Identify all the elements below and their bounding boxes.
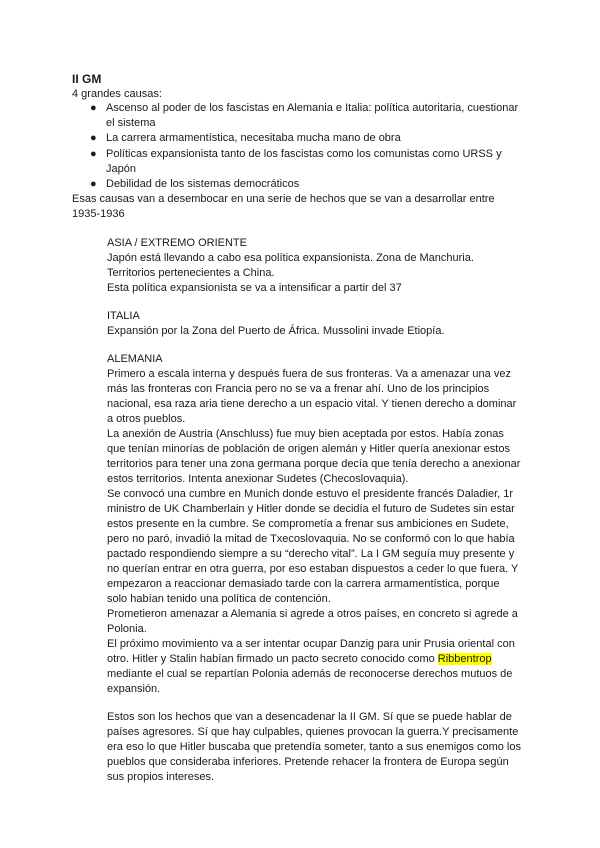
- list-item: ● La carrera armamentística, necesitaba mucha mano de obra: [90, 131, 401, 146]
- paragraph-line: que tenían minorías de población de origen alemán y Hitler quería anexionar estos: [107, 443, 510, 455]
- paragraph-line: estos territorios. Intenta anexionar Sudetes (Checoslovaquia).: [107, 473, 409, 485]
- list-item: ● Ascenso al poder de los fascistas en Alemania e Italia: política autoritaria, cuestionar: [90, 101, 518, 116]
- summary-line: Esas causas van a desembocar en una serie de hechos que se van a desarrollar entre: [72, 193, 495, 205]
- paragraph-line: Territorios pertenecientes a China.: [107, 267, 275, 279]
- paragraph-line: territorios para tener una zona germana porque decía que tenía derecho a anexionar: [107, 458, 521, 470]
- paragraph-line: La anexión de Austria (Anschluss) fue muy bien aceptada por estos. Había zonas: [107, 428, 504, 440]
- section-heading-italia: ITALIA: [107, 310, 140, 322]
- paragraph-line: solo habían tenido una política de contención.: [107, 593, 331, 605]
- list-item: ● Políticas expansionista tanto de los fascistas como los comunistas como URSS y: [90, 147, 502, 162]
- bullet-icon: ●: [90, 132, 97, 144]
- list-item-continuation: Japón: [106, 163, 136, 175]
- summary-line: 1935-1936: [72, 208, 125, 220]
- conclusion-line: sus propios intereses.: [107, 771, 214, 783]
- paragraph-line: nacional, esa raza aria tiene derecho a un espacio vital. Y tienen derecho a dominar: [107, 398, 517, 410]
- paragraph-line: El próximo movimiento va a ser intentar ocupar Danzig para unir Prusia oriental con: [107, 638, 515, 650]
- paragraph-line: estos presente en la cumbre. Se comprometía a frenar sus ambiciones en Sudete,: [107, 518, 509, 530]
- paragraph-line: Primero a escala interna y después fuera de sus fronteras. Va a amenazar una vez: [107, 368, 511, 380]
- paragraph-line: Esta política expansionista se va a intensificar a partir del 37: [107, 282, 402, 294]
- bullet-icon: ●: [90, 178, 97, 190]
- paragraph-line: Polonia.: [107, 623, 147, 635]
- intro-text: 4 grandes causas:: [72, 88, 162, 100]
- paragraph-line: mediante el cual se repartían Polonia además de reconocerse derechos mutuos de: [107, 668, 513, 680]
- page-title: II GM: [72, 72, 102, 86]
- paragraph-line: más las fronteras con Francia pero no se va a frenar ahí. Uno de los principios: [107, 383, 490, 395]
- list-item-continuation: el sistema: [106, 117, 156, 129]
- section-heading-alemania: ALEMANIA: [107, 353, 163, 365]
- paragraph-line: pero no paró, invadió la mitad de Txecoslovaquia. No se conformó con lo que había: [107, 533, 515, 545]
- conclusion-line: era eso lo que Hitler buscaba que pretendía someter, tanto a sus enemigos como los: [107, 741, 521, 753]
- conclusion-line: pueblos que consideraba inferiores. Pretende rehacer la frontera de Europa según: [107, 756, 509, 768]
- paragraph-line: empezaron a reaccionar demasiado tarde con la carrera armamentística, porque: [107, 578, 500, 590]
- paragraph-line: Japón está llevando a cabo esa política expansionista. Zona de Manchuria.: [107, 252, 474, 264]
- paragraph-line: ministro de UK Chamberlain y Hitler donde se decidía el futuro de Sudetes sin estar: [107, 503, 515, 515]
- conclusion-line: Estos son los hechos que van a desencadenar la II GM. Sí que se puede hablar de: [107, 711, 512, 723]
- highlighted-term: Ribbentrop: [437, 653, 492, 665]
- section-heading-asia: ASIA / EXTREMO ORIENTE: [107, 237, 247, 249]
- paragraph-line: Expansión por la Zona del Puerto de África. Mussolini invade Etiopía.: [107, 325, 445, 337]
- conclusion-line: países agresores. Sí que hay culpables, quienes provocan la guerra.Y precisamente: [107, 726, 519, 738]
- paragraph-line: expansión.: [107, 683, 161, 695]
- paragraph-line: Prometieron amenazar a Alemania si agrede a otros países, en concreto si agrede a: [107, 608, 518, 620]
- paragraph-line: Se convocó una cumbre en Munich donde estuvo el presidente francés Daladier, 1r: [107, 488, 514, 500]
- paragraph-line: a otros pueblos.: [107, 413, 186, 425]
- bullet-icon: ●: [90, 102, 97, 114]
- paragraph-line: no querían entrar en otra guerra, por eso estaban dispuestos a ceder lo que fuera. Y: [107, 563, 519, 575]
- paragraph-line: pactado respondiendo siempre a su “derecho vital”. La I GM seguía muy presente y: [107, 548, 515, 560]
- list-item: ● Debilidad de los sistemas democráticos: [90, 177, 299, 192]
- paragraph-line: otro. Hitler y Stalin habían firmado un pacto secreto conocido como Ribbentrop: [107, 653, 492, 665]
- bullet-icon: ●: [90, 148, 97, 160]
